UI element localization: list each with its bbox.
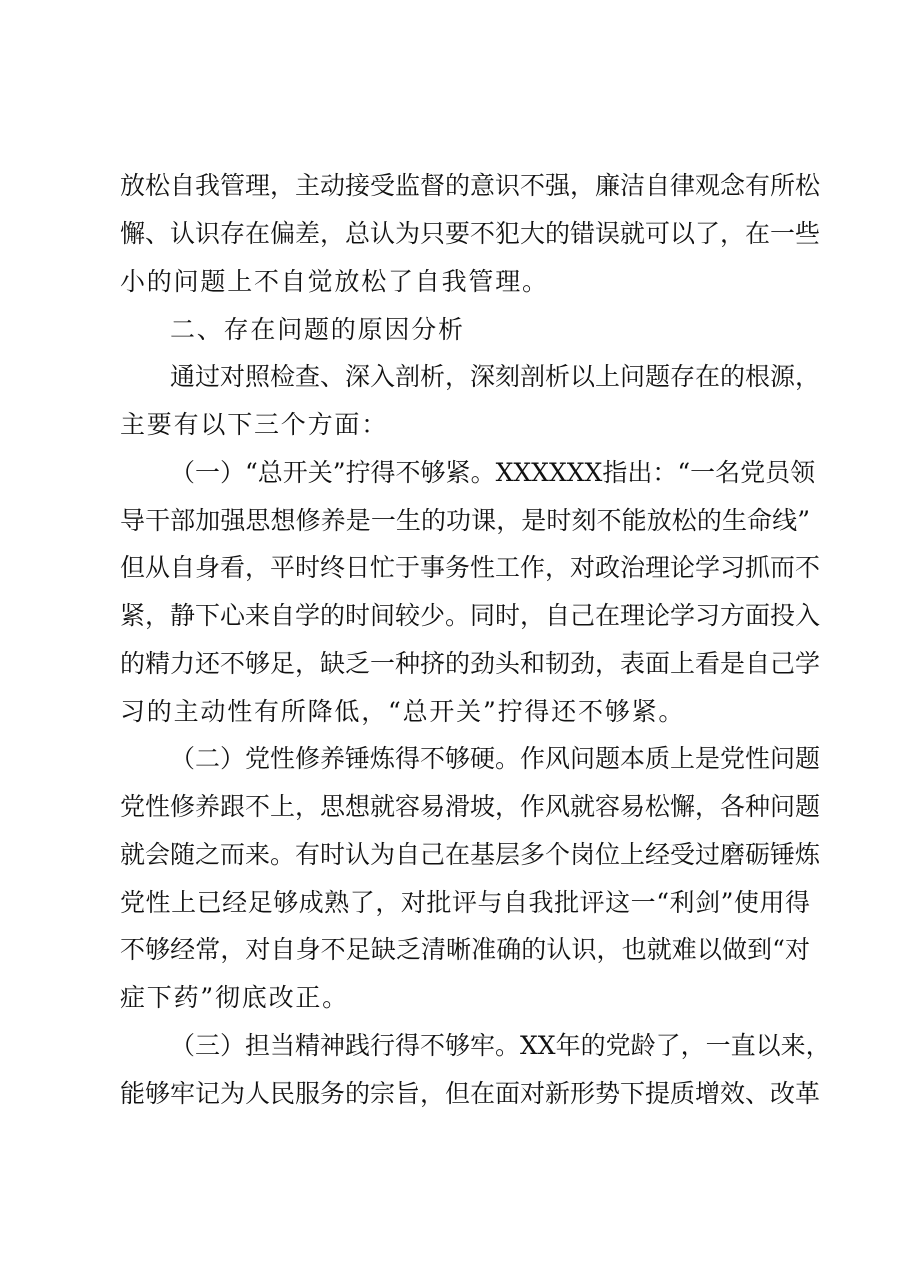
body-text-line: 导干部加强思想修养是一生的功课，是时刻不能放松的生命线” [120, 506, 810, 535]
body-text-line: 放松自我管理，主动接受监督的意识不强，廉洁自律观念有所松 [120, 171, 821, 200]
body-text-line: 能够牢记为人民服务的宗旨，但在面对新形势下提质增效、改革 [120, 1079, 821, 1108]
body-text-line: 习的主动性有所降低，“总开关”拧得还不够紧。 [120, 697, 686, 726]
body-text-line: 就会随之而来。有时认为自己在基层多个岗位上经受过磨砺锤炼 [120, 840, 821, 869]
body-text-line: 的精力还不够足，缺乏一种挤的劲头和韧劲，表面上看是自己学 [120, 649, 821, 678]
body-text-line: 党性修养跟不上，思想就容易滑坡，作风就容易松懈，各种问题 [120, 792, 821, 821]
body-text-line: （三）担当精神践行得不够牢。XX年的党龄了，一直以来， [170, 1031, 831, 1060]
body-text-line: 主要有以下三个方面： [120, 410, 389, 439]
body-text-line: 党性上已经足够成熟了，对批评与自我批评这一“利剑”使用得 [120, 888, 810, 917]
body-text-line: 通过对照检查、深入剖析，深刻剖析以上问题存在的根源， [170, 362, 821, 391]
body-text-line: 不够经常，对自身不足缺乏清晰准确的认识，也就难以做到“对 [120, 935, 810, 964]
body-text-line: 懈、认识存在偏差，总认为只要不犯大的错误就可以了，在一些 [120, 219, 821, 248]
body-text-line: （二）党性修养锤炼得不够硬。作风问题本质上是党性问题 [170, 744, 821, 773]
body-text-line: 但从自身看，平时终日忙于事务性工作，对政治理论学习抓而不 [120, 553, 821, 582]
body-text-line: 紧，静下心来自学的时间较少。同时，自己在理论学习方面投入 [120, 601, 821, 630]
body-text-line: 症下药”彻底改正。 [120, 983, 349, 1012]
section-heading: 二、存在问题的原因分析 [170, 315, 465, 344]
body-text-line: 小的问题上不自觉放松了自我管理。 [120, 267, 549, 296]
body-text-line: （一）“总开关”拧得不够紧。XXXXXX指出：“一名党员领 [170, 458, 816, 487]
